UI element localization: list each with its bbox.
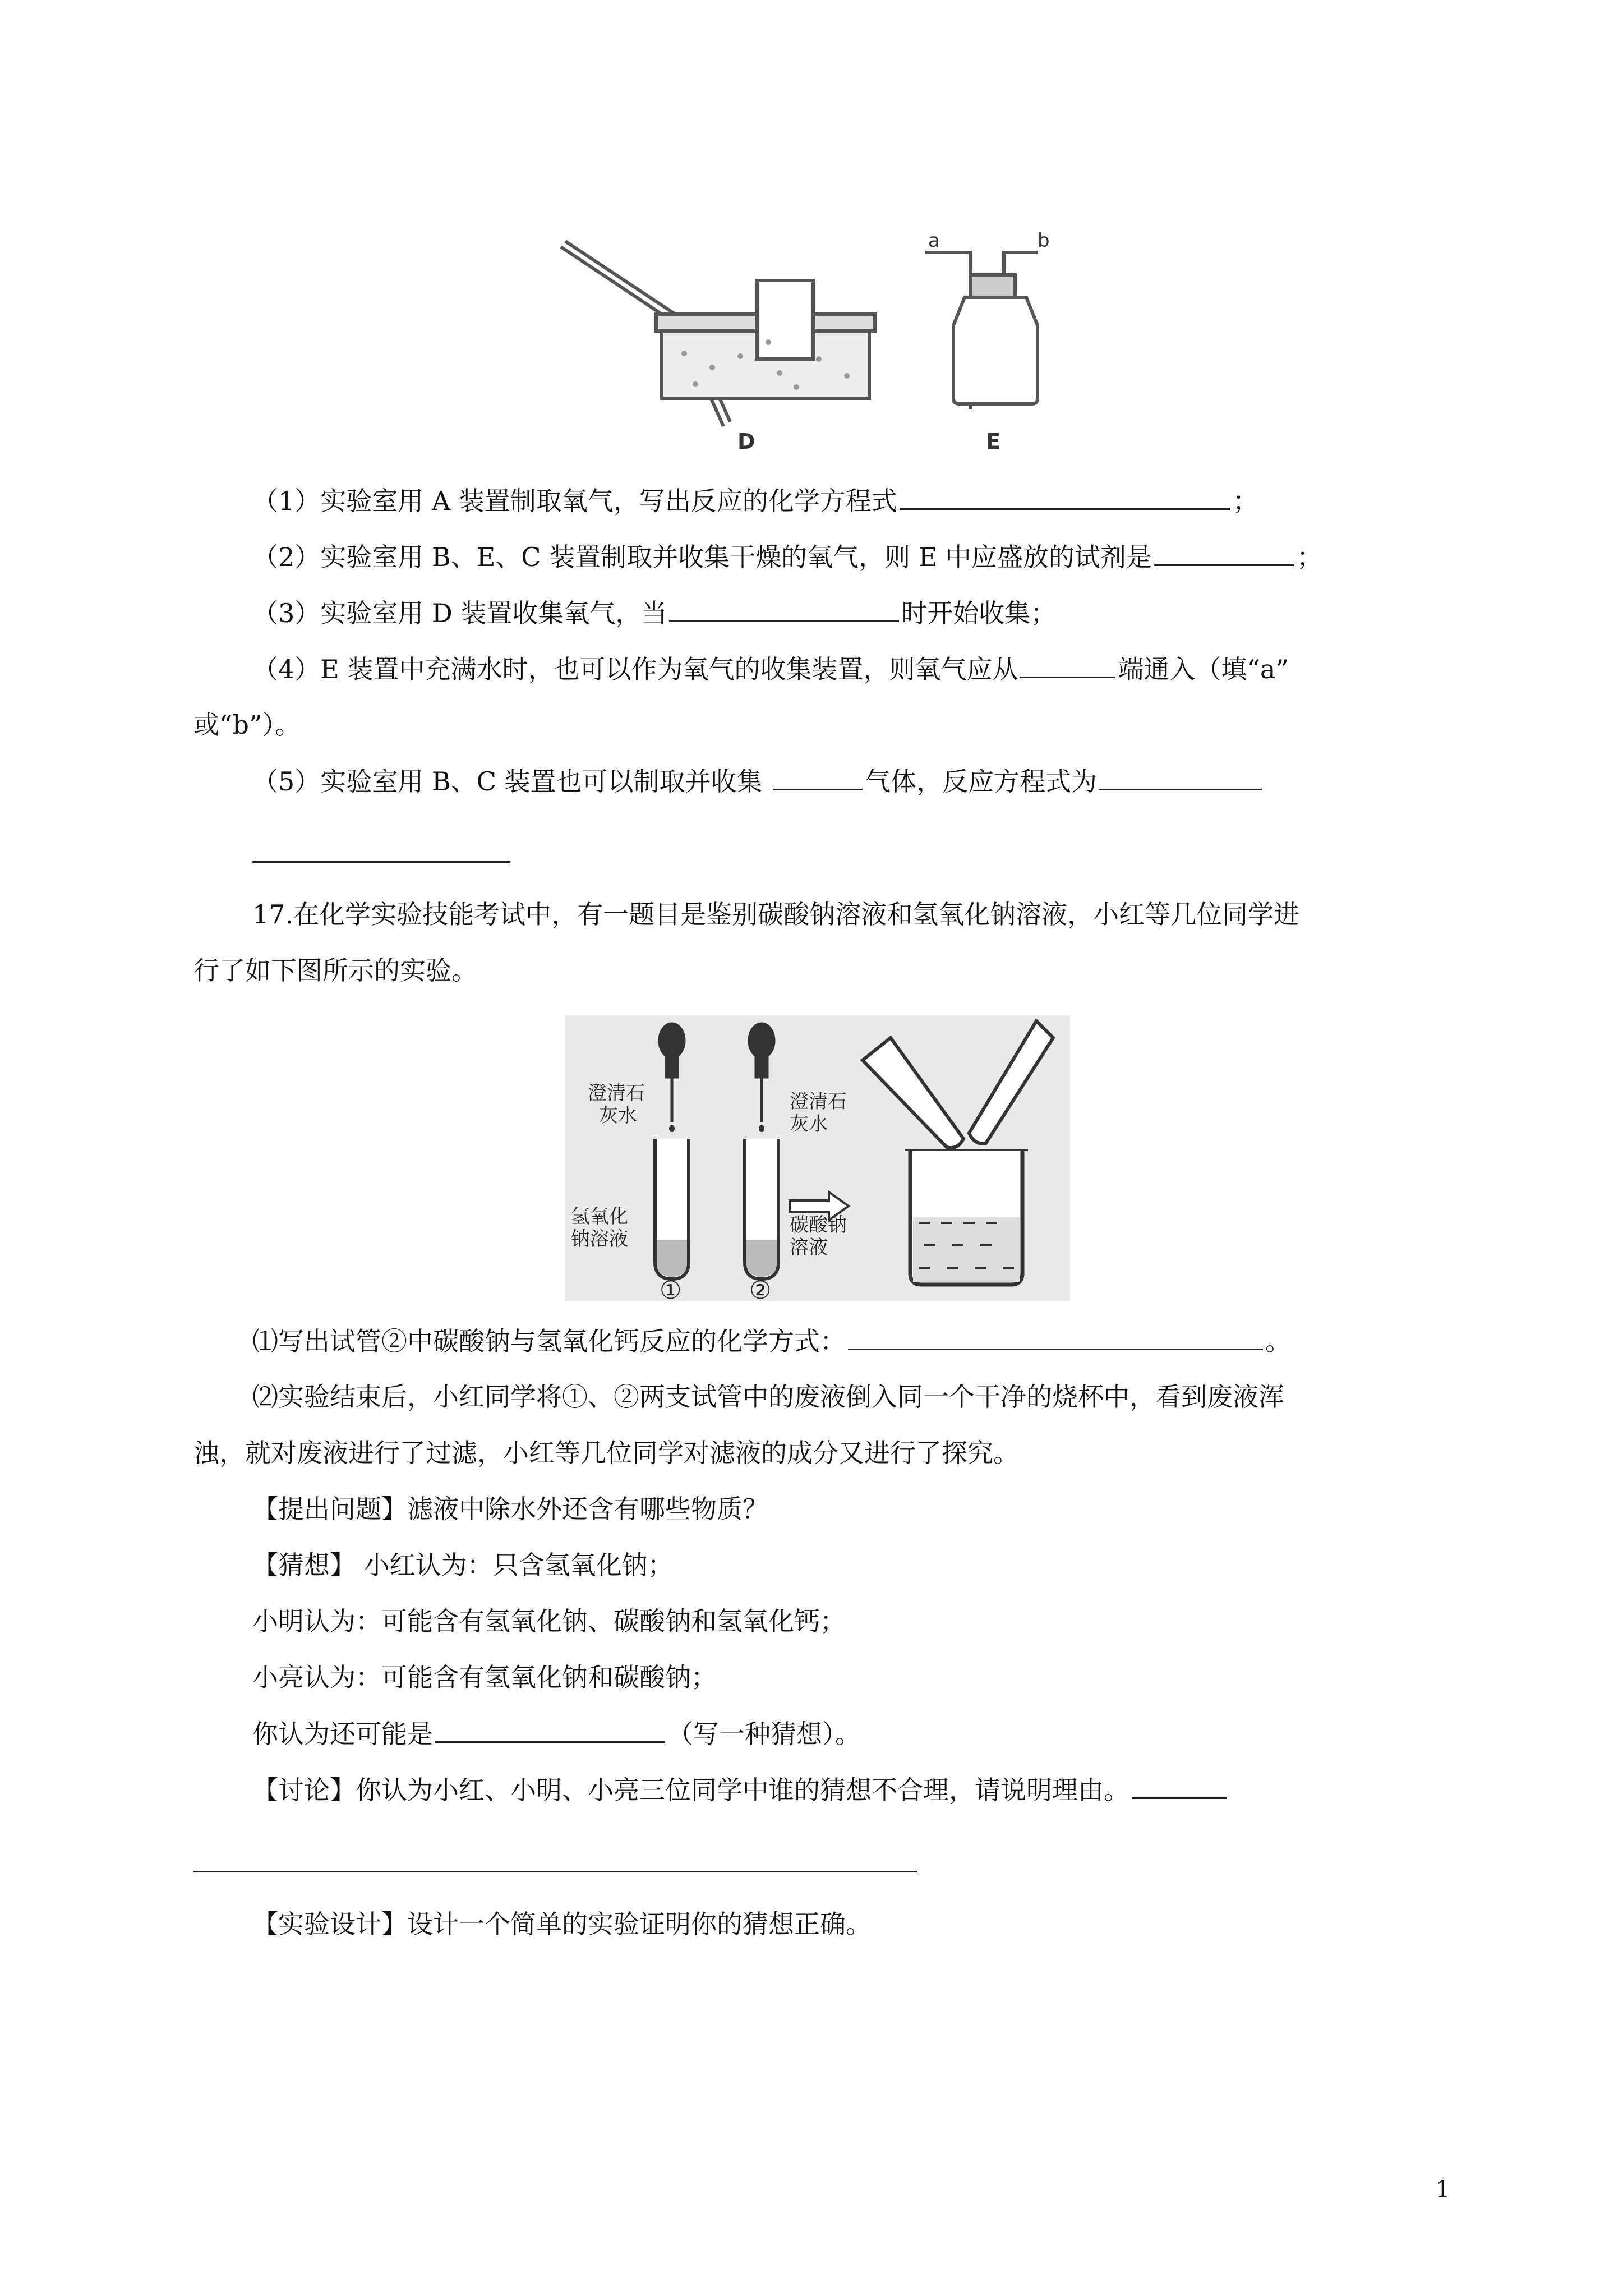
q17-discussion (252, 1773, 1229, 1807)
label-b: b (1038, 229, 1050, 252)
tube1-number: ① (660, 1276, 682, 1301)
q16-part3-answer-blank[interactable] (669, 596, 899, 622)
q17-discussion-answer-line[interactable] (193, 1871, 917, 1872)
experiment-drawing (565, 1015, 1070, 1301)
apparatus-de-drawing (555, 224, 1071, 460)
q17-your-guess-blank[interactable] (435, 1717, 665, 1743)
q17-sub1-end: 。 (1265, 1326, 1291, 1356)
q16-part5-equation-blank[interactable] (1099, 764, 1262, 790)
lime-water-label-2b: 灰水 (790, 1113, 828, 1135)
experiment-figure (565, 1015, 1070, 1301)
q17-guess: 【猜想】 小红认为：只含氢氧化钠； (252, 1550, 674, 1580)
q16-part3-end: 时开始收集； (901, 598, 1057, 628)
q16-part4-end: 端通入（填“a” (1118, 654, 1289, 684)
page-number: 1 (1436, 2177, 1450, 2202)
q16-part1-end: ； (1232, 486, 1258, 516)
na2co3-label-b: 溶液 (790, 1236, 828, 1259)
label-a: a (928, 229, 940, 252)
q17-your-guess-end: （写一种猜想）。 (667, 1719, 861, 1749)
q17-your-guess (252, 1717, 861, 1751)
q16-part5-mid: 气体，反应方程式为 (865, 766, 1098, 797)
q17-sub1 (252, 1324, 1291, 1358)
q16-part4-answer-blank[interactable] (1020, 652, 1115, 678)
q16-part4 (252, 652, 1289, 686)
q17-xiaoliang: 小亮认为：可能含有氢氧化钠和碳酸钠； (252, 1662, 717, 1692)
q16-part2-text: （2）实验室用 B、E、C 装置制取并收集干燥的氧气，则 E 中应盛放的试剂是 (252, 542, 1152, 572)
q16-part5 (252, 764, 1264, 798)
q16-part3-text: （3）实验室用 D 装置收集氧气，当 (252, 598, 667, 628)
q16-part1-text: （1）实验室用 A 装置制取氧气，写出反应的化学方程式 (252, 486, 897, 516)
q17-sub2-line1: ⑵实验结束后，小红同学将①、②两支试管中的废液倒入同一个干净的烧杯中，看到废液浑 (252, 1382, 1284, 1412)
tube2-number: ② (749, 1276, 772, 1301)
q17-design: 【实验设计】设计一个简单的实验证明你的猜想正确。 (252, 1909, 872, 1939)
naoh-label-a: 氢氧化 (571, 1205, 628, 1228)
lime-water-label-2a: 澄清石 (790, 1091, 847, 1113)
q17-intro-line1: 17.在化学实验技能考试中，有一题目是鉴别碳酸钠溶液和氢氧化钠溶液，小红等几位同学进 (252, 899, 1300, 930)
q17-discussion-blank[interactable] (1132, 1773, 1227, 1799)
q17-question: 【提出问题】滤液中除水外还含有哪些物质？ (252, 1494, 768, 1524)
q16-part1-answer-blank[interactable] (900, 484, 1230, 510)
q17-sub1-text: ⑴写出试管②中碳酸钠与氢氧化钙反应的化学方式： (252, 1326, 846, 1356)
q17-your-guess-text: 你认为还可能是 (252, 1719, 433, 1749)
q16-part2-answer-blank[interactable] (1154, 540, 1294, 566)
q17-xiaoming: 小明认为：可能含有氢氧化钠、碳酸钠和氢氧化钙； (252, 1606, 846, 1636)
q16-part5-gas-blank[interactable] (773, 764, 863, 790)
na2co3-label-a: 碳酸钠 (790, 1214, 847, 1236)
naoh-label-b: 钠溶液 (571, 1228, 628, 1250)
q17-sub1-answer-blank[interactable] (848, 1324, 1263, 1350)
lime-water-label-1a: 澄清石 (588, 1082, 645, 1105)
q17-sub2-line2: 浊，就对废液进行了过滤，小红等几位同学对滤液的成分又进行了探究。 (193, 1438, 1019, 1468)
q17-discussion-text: 【讨论】你认为小红、小明、小亮三位同学中谁的猜想不合理，请说明理由。 (252, 1775, 1129, 1805)
q16-part2 (252, 540, 1322, 574)
label-e: E (986, 429, 1000, 454)
q16-part4-cont: 或“b”）。 (193, 710, 301, 740)
q17-intro-line2: 行了如下图所示的实验。 (193, 955, 477, 986)
apparatus-de-figure (555, 224, 1071, 460)
q16-part1 (252, 484, 1258, 518)
lime-water-label-1b: 灰水 (599, 1105, 637, 1127)
label-d: D (737, 429, 755, 454)
q16-part5-text: （5）实验室用 B、C 装置也可以制取并收集 (252, 766, 771, 797)
q16-part2-end: ； (1296, 542, 1322, 572)
q16-part3 (252, 596, 1056, 630)
q16-part5-answer-line[interactable] (252, 861, 510, 863)
q16-part4-text: （4）E 装置中充满水时，也可以作为氧气的收集装置，则氧气应从 (252, 654, 1018, 684)
